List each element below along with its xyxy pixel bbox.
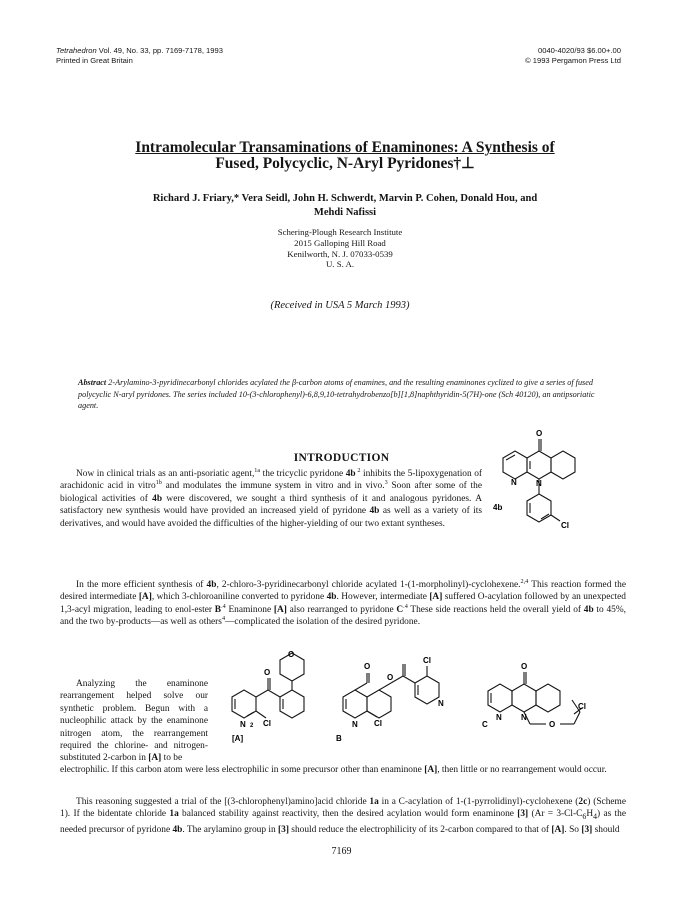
section-heading-introduction: INTRODUCTION — [293, 452, 390, 464]
ref-superscript: 3 — [384, 479, 388, 487]
subscript: 4 — [593, 812, 598, 822]
authors-line-2: Mehdi Nafissi — [313, 207, 377, 218]
compound-label: B — [336, 734, 342, 743]
text-run: electrophilic. If this carbon atom were less electrophilic in some precursor other than enaminone — [60, 765, 425, 775]
ref-superscript: 1a — [254, 466, 261, 474]
ref-superscript: 2 — [355, 466, 361, 474]
journal-name: Tetrahedron — [56, 46, 97, 55]
atom-n: N — [438, 699, 444, 708]
ref-superscript: .4 — [403, 602, 408, 610]
text-run: and modulates the immune system in vitro and in vivo. — [161, 481, 385, 492]
atom-n: N — [496, 713, 502, 722]
authors-line-1: Richard J. Friary,* Vera Seidl, John H. Schwerdt, Marvin P. Cohen, Donald Hou, and — [152, 193, 538, 204]
received-date: (Received in USA 5 March 1993) — [270, 300, 410, 311]
affiliation — [190, 227, 490, 270]
article-title — [40, 140, 650, 172]
text-run: , 2-chloro-3-pyridinecarbonyl chloride acylated 1-(1-morpholinyl)-cyclohexene. — [216, 580, 521, 590]
text-run: the tricyclic pyridone — [260, 469, 346, 479]
atom-cl: Cl — [423, 656, 431, 665]
compound-ref: [A] — [424, 765, 438, 775]
title-line-2: Fused, Polycyclic, N-Aryl Pyridones†⊥ — [215, 155, 475, 172]
compound-ref: [A] — [148, 753, 162, 764]
atom-n: N — [536, 479, 542, 488]
compound-ref: [3] — [581, 824, 593, 835]
title-line-1: Intramolecular Transaminations of Enaminones: A Synthesis of — [135, 139, 555, 156]
atom-cl: Cl — [263, 719, 271, 728]
compound-ref: 1a — [169, 809, 179, 820]
atom-cl: Cl — [578, 702, 586, 711]
text-run: Analyzing the enaminone rearrangement helped solve our synthetic problem. Begun with a nucleophilic attack by the enaminone nitrogen atom, the rearrangement required the chlorine- and nitrogen-substituted 2-carbon in — [60, 679, 208, 764]
compound-label: [A] — [232, 734, 244, 743]
text-run: Enaminone — [225, 604, 274, 615]
text-run: This reaction formed the desired intermediate — [60, 580, 626, 603]
atom-o: O — [536, 429, 543, 438]
compound-ref: 1a — [369, 797, 379, 807]
compound-ref: 2c — [578, 797, 588, 807]
subscript: 6 — [582, 812, 587, 822]
text-run: to 45%, and the two by-products—as well as others — [60, 604, 626, 628]
text-run: —complicated the isolation of the desired pyridone. — [225, 617, 421, 628]
text-run: balanced stability against reactivity, then the desired acylation would form enaminone — [178, 809, 518, 820]
compound-ref: 4b — [152, 493, 163, 504]
text-run: ) (Scheme 1). If the bidentate chloride — [60, 797, 626, 820]
atom-o: O — [364, 662, 371, 671]
affiliation-country: U. S. A. — [325, 259, 355, 270]
text-run: . However, intermediate — [336, 592, 430, 603]
compound-ref: [A] — [551, 824, 565, 835]
compound-ref: [A] — [273, 604, 287, 615]
abstract-label: Abstract — [78, 378, 107, 387]
atom-o: O — [387, 673, 394, 682]
copyright: © 1993 Pergamon Press Ltd — [525, 56, 621, 65]
abstract-text: 2-Arylamino-3-pyridinecarbonyl chlorides acylated the β-carbon atoms of enamines, and the resulting enaminones cyclized to give a series of fused polycyclic N-aryl pyridones. The series included 10-(3-chlorophenyl)-6,8,9,10-tetrahydrobenzo[b][1,8]naphthyridin-5(7H)-one (Sch 40120), an antipsoriatic agent. — [78, 378, 595, 411]
intro-paragraph-3-continued — [60, 764, 626, 776]
text-run: ) as the needed precursor of pyridone — [60, 809, 626, 835]
ref-superscript: .4 — [221, 602, 226, 610]
text-run: , then little or no rearrangement would occur. — [437, 765, 607, 775]
compound-ref: [A] — [138, 592, 152, 603]
compound-ref: B — [214, 604, 222, 615]
compound-ref: [A] — [429, 592, 443, 603]
atom-n: N — [352, 720, 358, 729]
affiliation-org: Schering-Plough Research Institute — [277, 227, 403, 237]
affiliation-street: 2015 Galloping Hill Road — [294, 237, 386, 248]
ref-superscript: 2,4 — [520, 577, 529, 585]
atom-o: O — [549, 720, 556, 729]
text-run: , which 3-chloroaniline converted to pyridone — [151, 592, 327, 603]
text-run: suffered O-acylation followed by an unexpected 1,3-acyl migration, leading to enol-ester — [60, 592, 626, 615]
compound-ref: 4b — [172, 824, 183, 835]
text-run: These side reactions held the overall yield of — [407, 604, 584, 615]
text-run: inhibits the 5-lipoxygenation of arachidonic acid in vitro — [60, 469, 483, 492]
compound-ref: 4b — [345, 469, 356, 479]
atom-n: N — [240, 720, 246, 729]
compound-ref: 4b — [206, 580, 217, 590]
atom-cl: Cl — [561, 521, 569, 530]
volume-pages: Vol. 49, No. 33, pp. 7169-7178, 1993 — [98, 46, 223, 55]
text-run: H — [586, 809, 594, 820]
compound-label: 4b — [493, 503, 503, 512]
atom-n: N — [511, 478, 517, 487]
atom-o: O — [288, 650, 295, 659]
compound-ref: 4b — [326, 592, 337, 603]
text-run: should — [592, 824, 620, 835]
intro-paragraph-2 — [60, 579, 626, 629]
text-run: Now in clinical trials as an anti-psoriatic agent, — [76, 469, 255, 479]
intro-paragraph-1 — [60, 468, 482, 530]
text-run: in a C-acylation of 1-(1-pyrrolidinyl)-cyclohexene ( — [378, 797, 579, 807]
atom-n: N — [521, 713, 527, 722]
text-run: were discovered, we sought a third synthesis of it and analogous pyridones. A satisfactory new synthesis would have provided an increased yield of pyridone — [60, 493, 482, 517]
text-run: also rearranged to pyridone — [286, 604, 397, 615]
text-run: In the more efficient synthesis of — [76, 580, 207, 590]
text-run: . So — [564, 824, 582, 835]
compound-label: C — [482, 720, 488, 729]
text-run: to be — [161, 753, 183, 764]
text-run: as well as a variety of its derivatives, and would have avoided the difficulties of the higher-yielding of our two extant syntheses. — [60, 506, 482, 529]
printed-in: Printed in Great Britain — [56, 56, 133, 65]
affiliation-city: Kenilworth, N. J. 07033-0539 — [287, 248, 393, 259]
atom-cl: Cl — [374, 719, 382, 728]
compound-ref: [3] — [517, 809, 529, 820]
compound-ref: 4b — [583, 604, 594, 615]
text-run: should reduce the electrophilicity of its 2-carbon compared to that of — [288, 824, 552, 835]
atom-o: O — [264, 668, 271, 677]
ref-superscript: 4 — [221, 615, 226, 623]
page-number: 7169 — [331, 846, 352, 857]
ref-superscript: 1b — [155, 479, 162, 487]
running-header-left — [56, 46, 223, 66]
compound-ref: 4b — [369, 506, 380, 517]
abstract — [78, 377, 611, 412]
intro-paragraph-4 — [60, 796, 626, 836]
compound-ref: C — [396, 604, 404, 615]
text-run: (Ar = 3-Cl-C — [528, 809, 583, 820]
text-run: Soon after some of the biological activities of — [60, 481, 483, 504]
running-header-right — [381, 46, 621, 66]
authors — [60, 192, 630, 220]
compound-ref: [3] — [278, 824, 289, 835]
issn-price: 0040-4020/93 $6.00+.00 — [538, 46, 621, 55]
text-run: This reasoning suggested a trial of the [(3-chlorophenyl)amino]acid chloride — [76, 797, 370, 807]
position-number: 2 — [250, 723, 254, 729]
atom-o: O — [521, 662, 528, 671]
intro-paragraph-3 — [60, 678, 208, 765]
text-run: . The arylamino group in — [182, 824, 279, 835]
